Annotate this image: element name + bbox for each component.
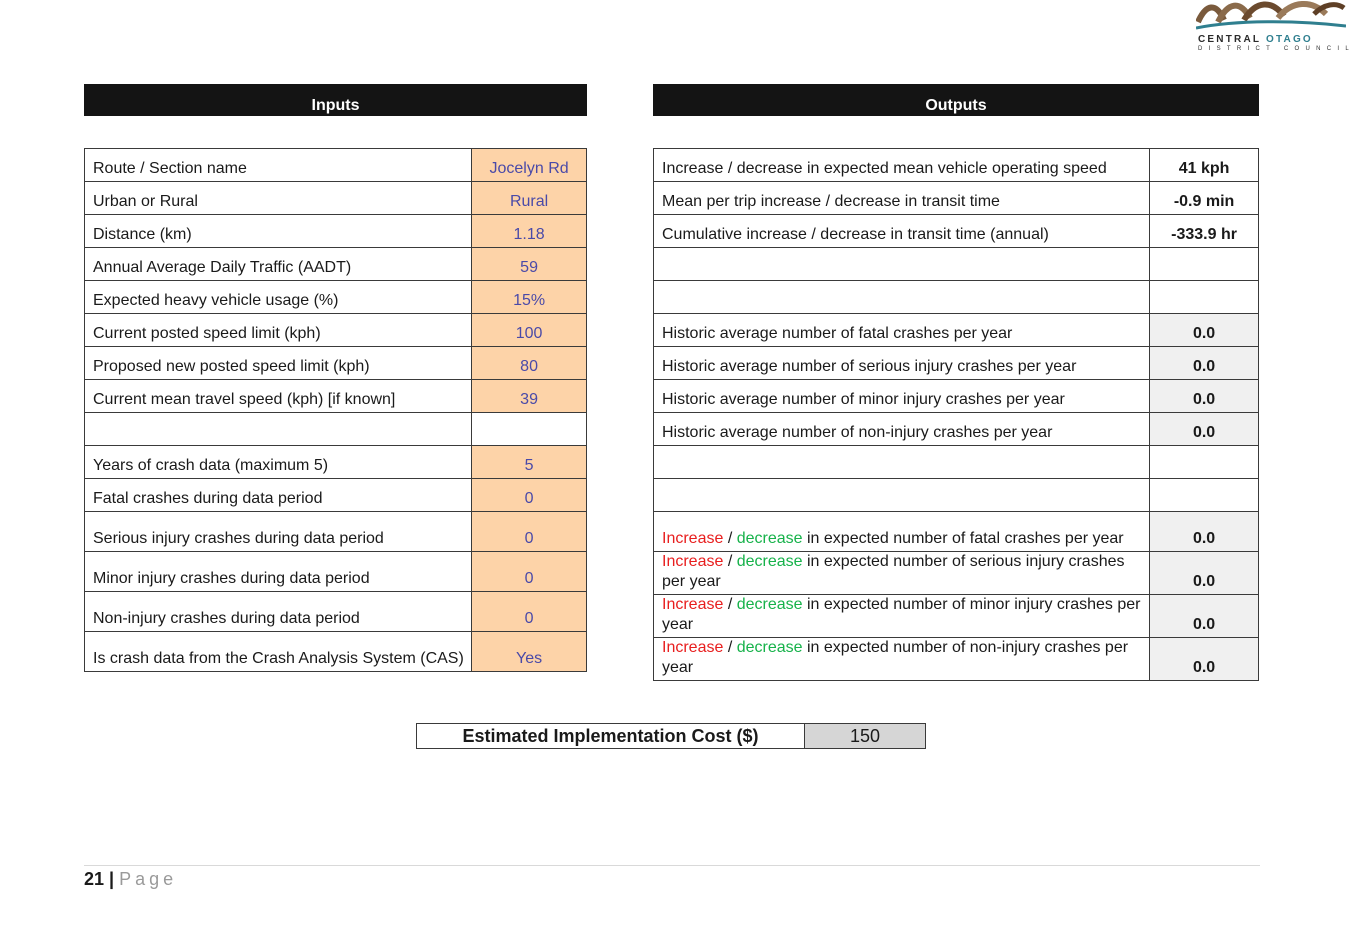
logo-name-part2: OTAGO xyxy=(1265,34,1313,45)
input-label-blank xyxy=(85,413,472,446)
output-label xyxy=(654,595,1150,638)
output-label-blank xyxy=(654,446,1150,479)
output-row-change-non-injury xyxy=(654,638,1259,681)
input-label: Current mean travel speed (kph) [if known] xyxy=(85,380,472,413)
output-label: Historic average number of non-injury crashes per year xyxy=(654,413,1150,446)
outputs-header: Outputs xyxy=(653,84,1259,116)
logo-waves-graphic xyxy=(1196,0,1346,34)
output-value-change-non-injury: 0.0 xyxy=(1150,638,1259,681)
input-row-heavy-vehicle xyxy=(85,281,587,314)
input-label: Route / Section name xyxy=(85,149,472,182)
separator-text: / xyxy=(723,530,737,547)
input-row-aadt xyxy=(85,248,587,281)
footer-divider xyxy=(84,865,1260,866)
output-row-speed xyxy=(654,149,1259,182)
output-label: Historic average number of serious injury crashes per year xyxy=(654,347,1150,380)
input-value-cas[interactable]: Yes xyxy=(472,632,587,672)
output-label: Mean per trip increase / decrease in transit time xyxy=(654,182,1150,215)
output-row-blank xyxy=(654,248,1259,281)
output-value-cumulative-time: -333.9 hr xyxy=(1150,215,1259,248)
decrease-text: decrease xyxy=(736,553,803,570)
input-row-current-limit xyxy=(85,314,587,347)
input-label: Distance (km) xyxy=(85,215,472,248)
output-row-hist-non-injury xyxy=(654,413,1259,446)
input-value-distance[interactable]: 1.18 xyxy=(472,215,587,248)
output-label xyxy=(654,552,1150,595)
output-row-cumulative-time xyxy=(654,215,1259,248)
input-label: Years of crash data (maximum 5) xyxy=(85,446,472,479)
output-value-blank xyxy=(1150,248,1259,281)
logo-subtitle: DISTRICT COUNCIL xyxy=(1198,46,1356,52)
output-value-hist-non-injury: 0.0 xyxy=(1150,413,1259,446)
page-footer xyxy=(84,869,177,890)
input-value-route[interactable]: Jocelyn Rd xyxy=(472,149,587,182)
input-value-mean-speed[interactable]: 39 xyxy=(472,380,587,413)
input-value-urban-rural[interactable]: Rural xyxy=(472,182,587,215)
input-row-years xyxy=(85,446,587,479)
input-row-minor xyxy=(85,552,587,592)
separator-text: / xyxy=(723,553,737,570)
input-row-non-injury xyxy=(85,592,587,632)
output-row-blank xyxy=(654,479,1259,512)
output-value-blank xyxy=(1150,281,1259,314)
input-value-proposed-limit[interactable]: 80 xyxy=(472,347,587,380)
input-row-proposed-limit xyxy=(85,347,587,380)
output-row-hist-fatal xyxy=(654,314,1259,347)
output-row-trip-time xyxy=(654,182,1259,215)
output-value-hist-serious: 0.0 xyxy=(1150,347,1259,380)
separator-text: / xyxy=(723,596,737,613)
input-row-mean-speed xyxy=(85,380,587,413)
input-value-years[interactable]: 5 xyxy=(472,446,587,479)
cost-value: 150 xyxy=(805,724,925,748)
output-label: Historic average number of fatal crashes per year xyxy=(654,314,1150,347)
input-value-minor[interactable]: 0 xyxy=(472,552,587,592)
inputs-header: Inputs xyxy=(84,84,587,116)
input-value-aadt[interactable]: 59 xyxy=(472,248,587,281)
output-value-trip-time: -0.9 min xyxy=(1150,182,1259,215)
output-label xyxy=(654,512,1150,552)
input-value-blank xyxy=(472,413,587,446)
logo-name xyxy=(1198,34,1344,45)
input-value-heavy-vehicle[interactable]: 15% xyxy=(472,281,587,314)
output-value-change-minor: 0.0 xyxy=(1150,595,1259,638)
output-label-blank xyxy=(654,479,1150,512)
output-label-rest: in expected number of non-injury crashes per year xyxy=(662,639,1129,676)
outputs-table xyxy=(653,148,1259,681)
output-value-change-serious: 0.0 xyxy=(1150,552,1259,595)
output-row-change-fatal xyxy=(654,512,1259,552)
input-value-current-limit[interactable]: 100 xyxy=(472,314,587,347)
input-label: Non-injury crashes during data period xyxy=(85,592,472,632)
page-number: 21 xyxy=(84,869,105,889)
increase-text: Increase xyxy=(662,553,724,570)
output-label xyxy=(654,638,1150,681)
input-label: Fatal crashes during data period xyxy=(85,479,472,512)
input-label: Serious injury crashes during data period xyxy=(85,512,472,552)
input-label: Expected heavy vehicle usage (%) xyxy=(85,281,472,314)
output-label-rest: in expected number of fatal crashes per year xyxy=(802,530,1124,547)
input-value-serious[interactable]: 0 xyxy=(472,512,587,552)
output-label: Cumulative increase / decrease in transit time (annual) xyxy=(654,215,1150,248)
output-value-speed: 41 kph xyxy=(1150,149,1259,182)
output-label: Historic average number of minor injury crashes per year xyxy=(654,380,1150,413)
output-row-blank xyxy=(654,281,1259,314)
input-value-non-injury[interactable]: 0 xyxy=(472,592,587,632)
input-row-distance xyxy=(85,215,587,248)
output-row-change-minor xyxy=(654,595,1259,638)
council-logo xyxy=(1196,0,1356,56)
increase-text: Increase xyxy=(662,530,724,547)
output-value-blank xyxy=(1150,479,1259,512)
output-value-hist-fatal: 0.0 xyxy=(1150,314,1259,347)
page-word: Page xyxy=(119,869,178,889)
output-label-rest: in expected number of serious injury crashes per year xyxy=(662,553,1125,590)
footer-separator: | xyxy=(104,869,120,889)
output-value-change-fatal: 0.0 xyxy=(1150,512,1259,552)
input-label: Minor injury crashes during data period xyxy=(85,552,472,592)
increase-text: Increase xyxy=(662,639,724,656)
input-row-blank xyxy=(85,413,587,446)
decrease-text: decrease xyxy=(736,596,803,613)
output-label-blank xyxy=(654,281,1150,314)
output-row-hist-minor xyxy=(654,380,1259,413)
input-row-route xyxy=(85,149,587,182)
input-label: Urban or Rural xyxy=(85,182,472,215)
output-label-blank xyxy=(654,248,1150,281)
cost-label: Estimated Implementation Cost ($) xyxy=(417,724,805,748)
output-value-blank xyxy=(1150,446,1259,479)
output-label: Increase / decrease in expected mean vehicle operating speed xyxy=(654,149,1150,182)
input-row-serious xyxy=(85,512,587,552)
inputs-table xyxy=(84,148,587,672)
output-label-rest: in expected number of minor injury crashes per year xyxy=(662,596,1141,633)
input-row-urban-rural xyxy=(85,182,587,215)
output-row-hist-serious xyxy=(654,347,1259,380)
separator-text: / xyxy=(723,639,737,656)
decrease-text: decrease xyxy=(736,530,803,547)
input-label: Annual Average Daily Traffic (AADT) xyxy=(85,248,472,281)
logo-name-part1: CENTRAL xyxy=(1198,34,1261,45)
input-label: Proposed new posted speed limit (kph) xyxy=(85,347,472,380)
input-label: Is crash data from the Crash Analysis System (CAS) xyxy=(85,632,472,672)
output-row-change-serious xyxy=(654,552,1259,595)
decrease-text: decrease xyxy=(736,639,803,656)
implementation-cost-box xyxy=(416,723,926,749)
output-value-hist-minor: 0.0 xyxy=(1150,380,1259,413)
increase-text: Increase xyxy=(662,596,724,613)
input-row-cas xyxy=(85,632,587,672)
input-label: Current posted speed limit (kph) xyxy=(85,314,472,347)
input-value-fatal[interactable]: 0 xyxy=(472,479,587,512)
input-row-fatal xyxy=(85,479,587,512)
output-row-blank xyxy=(654,446,1259,479)
